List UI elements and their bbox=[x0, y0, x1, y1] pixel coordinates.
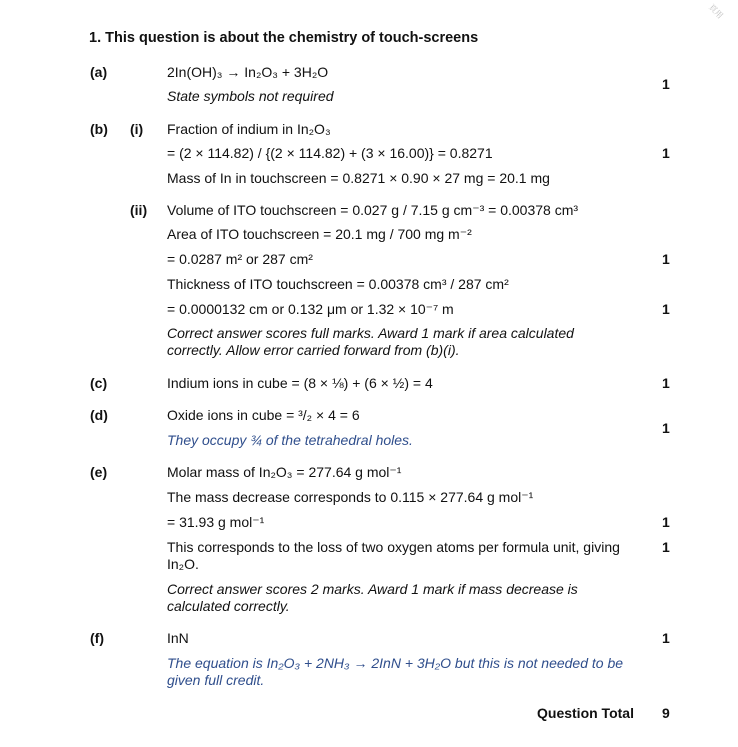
part-e-note: Correct answer scores 2 marks. Award 1 mark if mass decrease is calculated correctly. bbox=[167, 581, 578, 614]
watermark: 頁用 bbox=[706, 2, 725, 21]
part-c-label: (c) bbox=[90, 375, 108, 391]
part-b-ii-line-5: = 0.0000132 cm or 0.132 μm or 1.32 × 10⁻⁷ m bbox=[167, 301, 454, 317]
question-title: 1. This question is about the chemistry of touch-screens bbox=[89, 30, 479, 46]
part-b-i-mark: 1 bbox=[662, 145, 670, 161]
part-c-mark: 1 bbox=[662, 375, 670, 391]
part-a-mark: 1 bbox=[662, 76, 670, 92]
part-c-text: Indium ions in cube = (8 × ⅛) + (6 × ½) = 4 bbox=[167, 375, 433, 391]
part-f-label: (f) bbox=[90, 630, 104, 646]
part-d-note: They occupy ¾ of the tetrahedral holes. bbox=[167, 432, 413, 448]
part-b-label: (b) bbox=[90, 121, 108, 137]
part-b-i-line-2: = (2 × 114.82) / {(2 × 114.82) + (3 × 16.00)} = 0.8271 bbox=[167, 145, 493, 161]
part-d-mark: 1 bbox=[662, 420, 670, 436]
part-b-ii-note: Correct answer scores full marks. Award 1 mark if area calculated correctly. Allow error carried forward from (b)(i). bbox=[167, 325, 574, 358]
part-e-mark-2: 1 bbox=[662, 539, 670, 555]
part-f-note: The equation is In₂O₃ + 2NH₃ → 2InN + 3H₂O but this is not needed to be given full credit. bbox=[167, 655, 624, 688]
part-b-i-line-3: Mass of In in touchscreen = 0.8271 × 0.90 × 27 mg = 20.1 mg bbox=[167, 170, 550, 186]
part-e-label: (e) bbox=[90, 464, 108, 480]
part-a-equation: 2In(OH)₃ → In₂O₃ + 3H₂O bbox=[167, 64, 329, 80]
part-e-mark-1: 1 bbox=[662, 514, 670, 530]
part-e-line-3: = 31.93 g mol⁻¹ bbox=[167, 514, 265, 530]
part-b-ii-line-1: Volume of ITO touchscreen = 0.027 g / 7.15 g cm⁻³ = 0.00378 cm³ bbox=[167, 202, 579, 218]
part-f-mark: 1 bbox=[662, 630, 670, 646]
part-b-i-label: (i) bbox=[130, 121, 144, 137]
question-total-value: 9 bbox=[662, 705, 670, 721]
part-d-label: (d) bbox=[90, 407, 108, 423]
part-b-ii-line-4: Thickness of ITO touchscreen = 0.00378 cm³ / 287 cm² bbox=[167, 276, 509, 292]
part-a-note: State symbols not required bbox=[167, 88, 334, 104]
part-b-ii-line-3: = 0.0287 m² or 287 cm² bbox=[167, 251, 313, 267]
part-b-ii-mark-2: 1 bbox=[662, 301, 670, 317]
part-e-line-1: Molar mass of In₂O₃ = 277.64 g mol⁻¹ bbox=[167, 464, 402, 480]
part-b-ii-mark-1: 1 bbox=[662, 251, 670, 267]
part-f-text: InN bbox=[167, 630, 189, 646]
part-e-line-4: This corresponds to the loss of two oxygen atoms per formula unit, giving In₂O. bbox=[167, 539, 620, 572]
part-d-text: Oxide ions in cube = ³/₂ × 4 = 6 bbox=[167, 407, 360, 423]
part-b-i-line-1: Fraction of indium in In₂O₃ bbox=[167, 121, 331, 137]
part-e-line-2: The mass decrease corresponds to 0.115 × 277.64 g mol⁻¹ bbox=[167, 489, 534, 505]
question-total-label: Question Total bbox=[537, 705, 634, 721]
part-a-label: (a) bbox=[90, 64, 108, 80]
part-b-ii-line-2: Area of ITO touchscreen = 20.1 mg / 700 mg m⁻² bbox=[167, 226, 472, 242]
part-b-ii-label: (ii) bbox=[130, 202, 148, 218]
